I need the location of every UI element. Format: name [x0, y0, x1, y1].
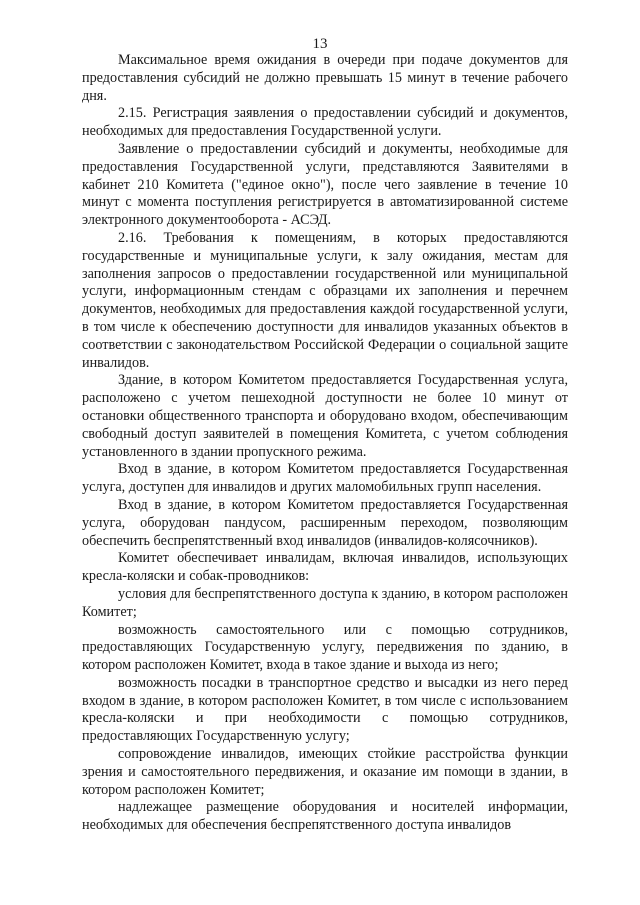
- page-number: 13: [312, 36, 328, 52]
- document-body: [82, 52, 568, 835]
- paragraph-entrance-ramp: Вход в здание, в котором Комитетом предоставляется Государственная услуга, оборудован пандусом, расширенным переходом, позволяющим обеспечить беспрепятственный вход инвалидов (инвалидов-колясочников).: [82, 496, 568, 549]
- paragraph-waiting-time: Максимальное время ожидания в очереди при подаче документов для предоставления субсидий не должно превышать 15 минут в течение рабочего дня.: [82, 52, 568, 104]
- list-item-escort: сопровождение инвалидов, имеющих стойкие расстройства функции зрения и самостоятельного передвижения, и оказание им помощи в здании, в котором расположен Комитет;: [82, 746, 568, 798]
- paragraph-application-submission: Заявление о предоставлении субсидий и документы, необходимые для предоставления Государственной услуги, представляются Заявителями в кабинет 210 Комитета ("единое окно"), после чего заявление в течение 10 минут с момента поступления регистрируется в автоматизированной системе электронного документооборота - АСЭД.: [82, 140, 568, 229]
- list-item-movement: возможность самостоятельного или с помощью сотрудников, предоставляющих Государственную услугу, передвижения по зданию, в котором расположен Комитет, входа в такое здание и выхода из него;: [82, 621, 568, 674]
- paragraph-building-location: Здание, в котором Комитетом предоставляется Государственная услуга, расположено с учетом пешеходной доступности не более 10 минут от остановки общественного транспорта и оборудовано входом, обеспечивающим свободный доступ заявителей в помещения Комитета, с учетом соблюдения установленного в здании пропускного режима.: [82, 372, 568, 460]
- paragraph-entrance-accessible: Вход в здание, в котором Комитетом предоставляется Государственная услуга, доступен для инвалидов и других маломобильных групп населения.: [82, 461, 568, 496]
- paragraph-committee-provides: Комитет обеспечивает инвалидам, включая инвалидов, использующих кресла-коляски и собак-проводников:: [82, 550, 568, 585]
- paragraph-2-16-heading: 2.16. Требования к помещениям, в которых предоставляются государственные и муниципальные услуги, к залу ожидания, местам для заполнения запросов о предоставлении государственной или муниципальной услуги, информационным стендам с образцами их заполнения и перечнем документов, необходимых для предоставления каждой государственной услуги, в том числе к обеспечению доступности для инвалидов указанных объектов в соответствии с законодательством Российской Федерации о социальной защите инвалидов.: [82, 229, 568, 371]
- list-item-access-conditions: условия для беспрепятственного доступа к зданию, в котором расположен Комитет;: [82, 585, 568, 620]
- paragraph-2-15-heading: 2.15. Регистрация заявления о предоставлении субсидий и документов, необходимых для предоставления Государственной услуги.: [82, 105, 568, 140]
- list-item-equipment-placement: надлежащее размещение оборудования и носителей информации, необходимых для обеспечения беспрепятственного доступа инвалидов: [82, 799, 568, 834]
- list-item-vehicle-boarding: возможность посадки в транспортное средство и высадки из него перед входом в здание, в котором расположен Комитет, в том числе с использованием кресла-коляски и при необходимости с помощью сотрудников, предоставляющих Государственную услугу;: [82, 674, 568, 745]
